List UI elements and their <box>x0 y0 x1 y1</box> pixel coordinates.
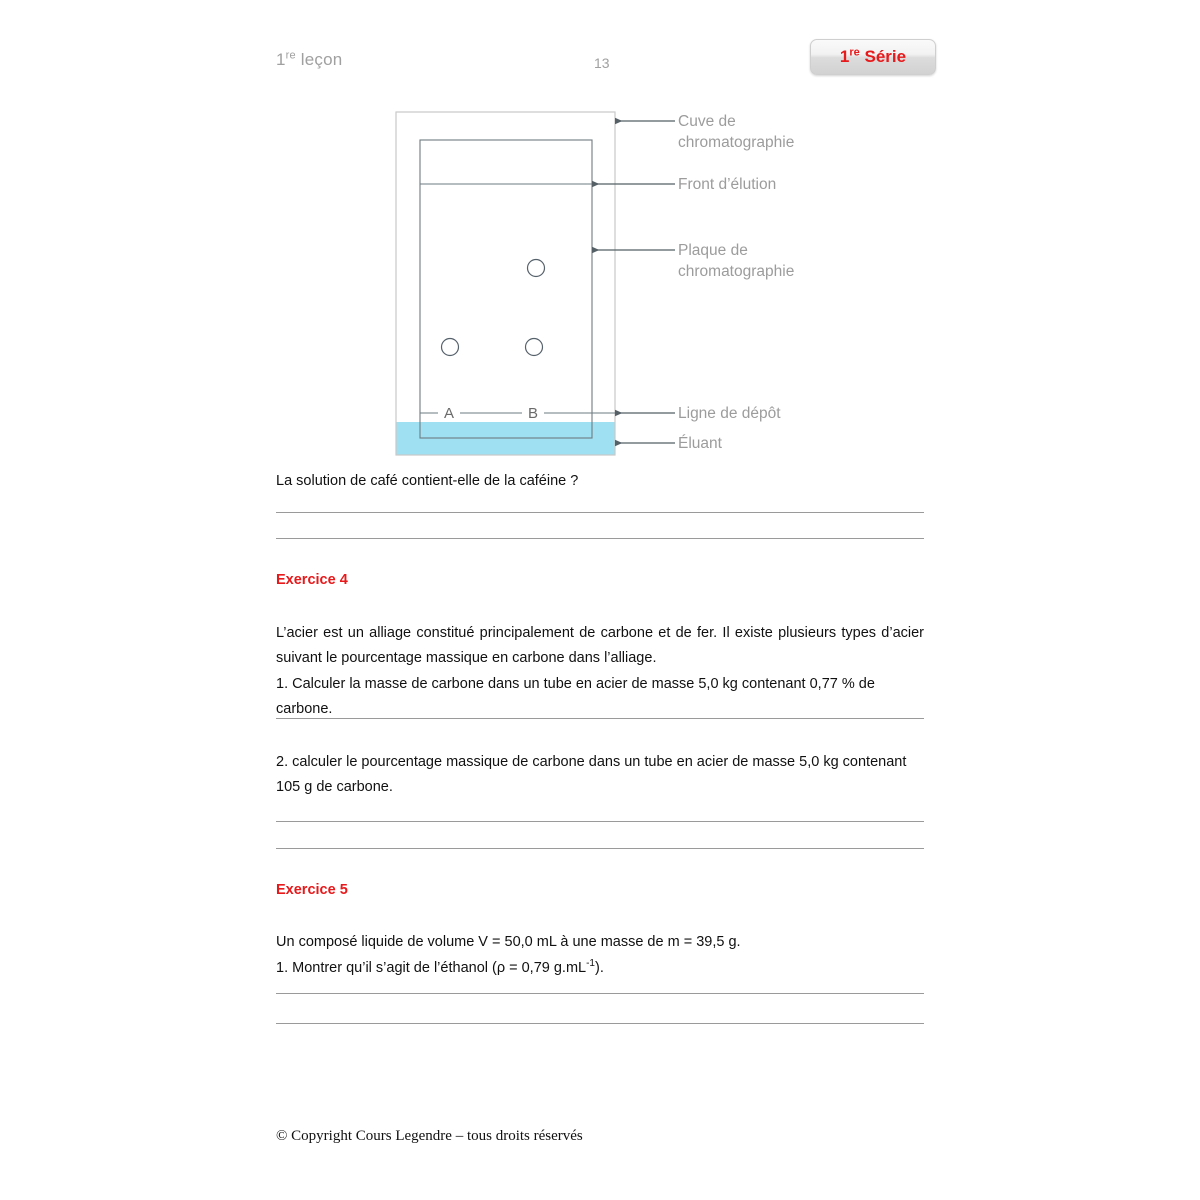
lesson-label <box>276 50 342 70</box>
chromatography-plate <box>420 140 592 438</box>
label-cuve-line2: chromatographie <box>678 134 795 151</box>
series-number: 1 <box>839 47 850 66</box>
exercice-5-intro: Un composé liquide de volume V = 50,0 mL à une masse de m = 39,5 g. <box>276 934 741 950</box>
exercice-5-q1-exponent: -1 <box>586 958 595 970</box>
answer-rule[interactable] <box>276 512 924 513</box>
label-front-elution: Front d’élution <box>678 176 777 193</box>
answer-rule[interactable] <box>276 993 924 994</box>
lesson-ordinal-suffix: re <box>285 49 296 62</box>
page-header <box>276 46 936 86</box>
lesson-number: 1 <box>276 50 286 69</box>
question-cafeine: La solution de café contient-elle de la caféine ? <box>276 473 579 489</box>
exercice-4-question-1: 1. Calculer la masse de carbone dans un tube en acier de masse 5,0 kg contenant 0,77 % de carbone. <box>276 676 875 717</box>
page-number: 13 <box>594 55 610 71</box>
series-badge[interactable] <box>810 39 936 75</box>
label-ligne-depot: Ligne de dépôt <box>678 405 781 422</box>
exercice-5-title: Exercice 5 <box>276 882 348 898</box>
answer-rule[interactable] <box>276 1023 924 1024</box>
series-ordinal-suffix: re <box>849 46 860 59</box>
series-badge-label <box>840 47 906 67</box>
spot-label-a: A <box>443 405 455 422</box>
answer-rule[interactable] <box>276 821 924 822</box>
label-cuve-line1: Cuve de <box>678 113 736 130</box>
label-eluant: Éluant <box>678 435 722 452</box>
label-plaque-line1: Plaque de <box>678 242 748 259</box>
spot-label-b: B <box>527 405 539 422</box>
exercice-4-question-2: 2. calculer le pourcentage massique de carbone dans un tube en acier de masse 5,0 kg contenant 105 g de carbone. <box>276 754 907 795</box>
series-word: Série <box>859 47 907 66</box>
footer-copyright: © Copyright Cours Legendre – tous droits réservés <box>276 1128 583 1144</box>
answer-rule[interactable] <box>276 718 924 719</box>
exercice-4-intro: L’acier est un alliage constitué principalement de carbone et de fer. Il existe plusieurs types d’acier suivant le pourcentage massique en carbone dans l’alliage. <box>276 625 924 666</box>
exercice-5-q1-text-before: 1. Montrer qu’il s’agit de l’éthanol (ρ = 0,79 g.mL <box>276 960 587 976</box>
answer-rule[interactable] <box>276 848 924 849</box>
exercice-5-q1-text-after: ). <box>595 960 604 976</box>
label-plaque-line2: chromatographie <box>678 263 795 280</box>
exercice-4-title: Exercice 4 <box>276 572 348 588</box>
lesson-word: leçon <box>295 50 343 69</box>
answer-rule[interactable] <box>276 538 924 539</box>
chromatography-figure <box>270 100 950 468</box>
exercice-5-question-1 <box>276 956 924 981</box>
